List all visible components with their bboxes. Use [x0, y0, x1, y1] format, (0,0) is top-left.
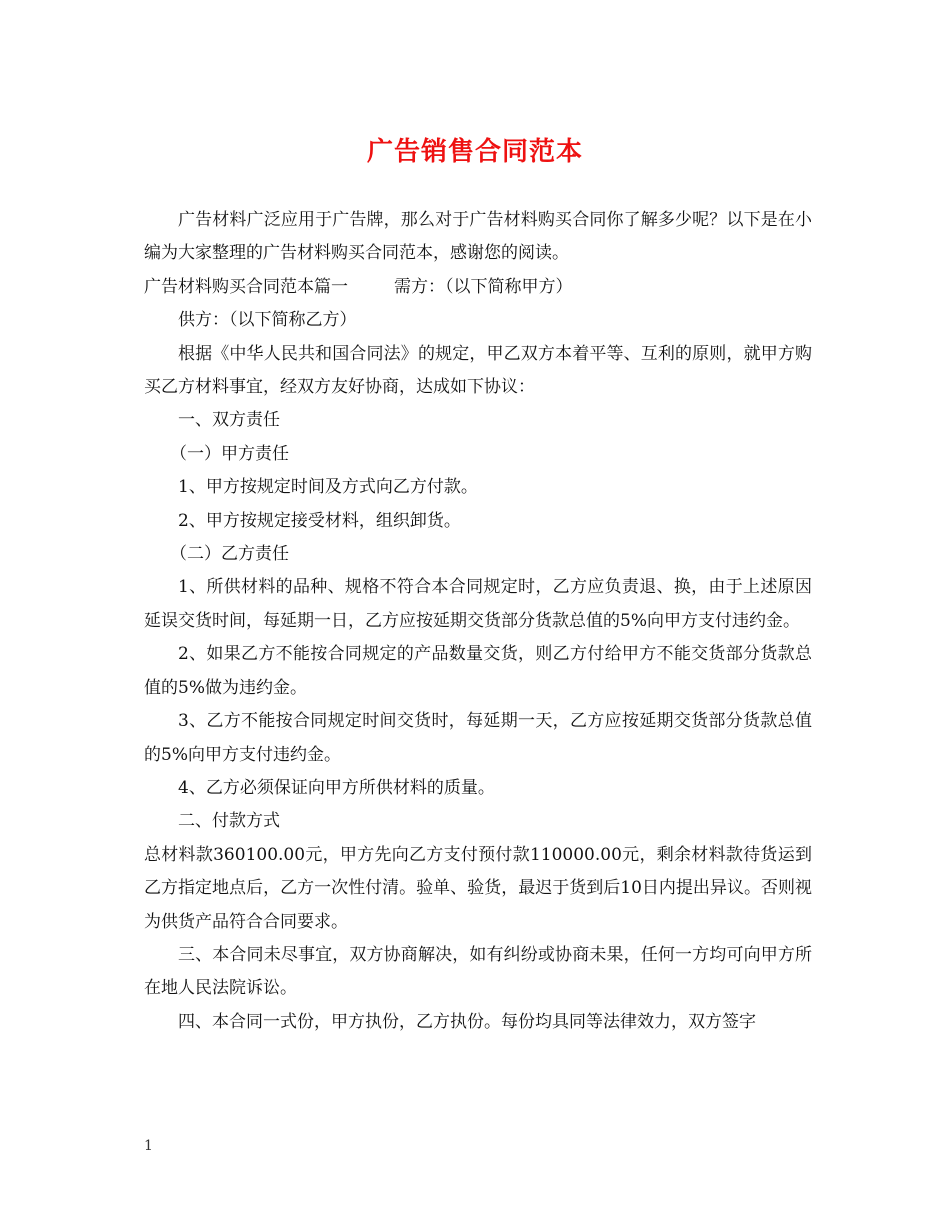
clause-heading-payment: 二、付款方式	[178, 811, 280, 832]
document-title: 广告销售合同范本	[366, 137, 583, 167]
legal-basis-paragraph: 根据《中华人民共和国合同法》的规定，甲乙双方本着平等、互利的原则，就甲方购买乙方材料事宜，经双方友好协商，达成如下协议：	[144, 343, 812, 398]
page-number: 1	[144, 1138, 153, 1154]
supplier-line: 供方：（以下简称乙方）	[178, 310, 357, 331]
intro-paragraph: 广告材料广泛应用于广告牌，那么对于广告材料购买合同你了解多少呢？以下是在小编为大家整理的广告材料购买合同范本，感谢您的阅读。	[144, 210, 812, 264]
section-heading-line	[144, 271, 812, 304]
sub-heading-party-b: （二）乙方责任	[170, 544, 289, 565]
payment-paragraph: 总材料款360100.00元，甲方先向乙方支付预付款110000.00元，剩余材料款待货运到乙方指定地点后，乙方一次性付清。验单、验货，最迟于货到后10日内提出异议。否则视为供货产品符合合同要求。	[144, 844, 812, 932]
party-a-item-2: 2、甲方按规定接受材料，组织卸货。	[178, 510, 461, 531]
document-body	[144, 204, 812, 1039]
buyer-line: 需方：（以下简称甲方）	[394, 276, 573, 297]
clause-heading-responsibilities: 一、双方责任	[178, 410, 280, 431]
party-b-item-3: 3、乙方不能按合同规定时间交货时，每延期一天，乙方应按延期交货部分货款总值的5%向甲方支付违约金。	[144, 711, 812, 765]
sub-heading-party-a: （一）甲方责任	[170, 443, 289, 464]
party-b-item-1: 1、所供材料的品种、规格不符合本合同规定时，乙方应负责退、换，由于上述原因延误交货时间，每延期一日，乙方应按延期交货部分货款总值的5%向甲方支付违约金。	[144, 577, 812, 631]
party-a-item-1: 1、甲方按规定时间及方式向乙方付款。	[178, 477, 478, 498]
contract-subtitle: 广告材料购买合同范本篇一	[144, 276, 348, 297]
clause-four: 四、本合同一式份，甲方执份，乙方执份。每份均具同等法律效力，双方签字	[178, 1011, 756, 1032]
party-b-item-4: 4、乙方必须保证向甲方所供材料的质量。	[178, 777, 495, 798]
party-b-item-2: 2、如果乙方不能按合同规定的产品数量交货，则乙方付给甲方不能交货部分货款总值的5%做为违约金。	[144, 644, 812, 698]
clause-three: 三、本合同未尽事宜，双方协商解决，如有纠纷或协商未果，任何一方均可向甲方所在地人民法院诉讼。	[144, 944, 812, 999]
